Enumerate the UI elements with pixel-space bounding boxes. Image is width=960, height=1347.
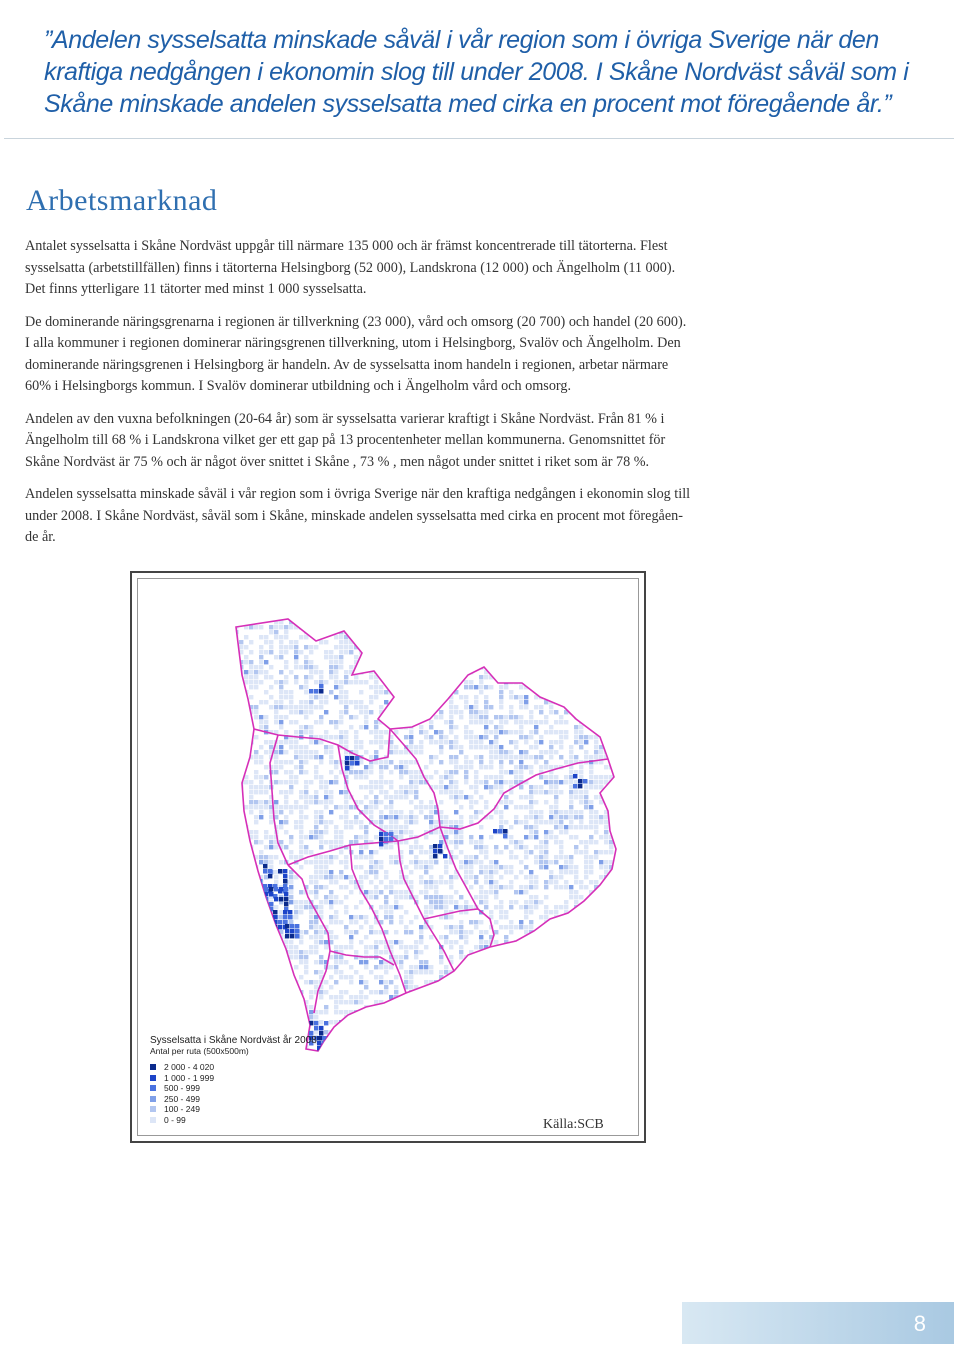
- text-line: Ängelholm till 68 % i Landskrona vilket ger ett gap på 13 procentenheter mellan kommunerna. Genomsnittet för: [25, 432, 666, 448]
- legend-item: [150, 1073, 317, 1084]
- legend-swatch: [150, 1064, 156, 1070]
- text-line: Antalet sysselsatta i Skåne Nordväst uppgår till närmare 135 000 och är främst koncentrerade till tätorterna. Flest: [25, 238, 668, 254]
- map-panel: [137, 578, 639, 1136]
- text-line: I alla kommuner i regionen dominerar näringsgrenen tillverkning, utom i Helsingborg, Svalöv och Ängelholm. Den: [25, 335, 681, 351]
- legend-item: [150, 1115, 317, 1126]
- legend-label: 2 000 - 4 020: [164, 1062, 215, 1073]
- page-number: 8: [913, 1311, 926, 1336]
- legend-item: [150, 1104, 317, 1115]
- legend-label: 250 - 499: [164, 1093, 200, 1104]
- legend-swatch: [150, 1075, 156, 1081]
- legend-swatch: [150, 1096, 156, 1102]
- paragraph: [25, 409, 825, 474]
- text-line: sysselsatta (arbetstillfällen) finns i tätorterna Helsingborg (52 000), Landskrona (12 000) och Ängelholm (11 000).: [25, 259, 676, 276]
- text-line: Andelen sysselsatta minskade såväl i vår region som i övriga Sverige när den kraftiga nedgången i ekonomin slog till: [25, 486, 691, 502]
- paragraph: [25, 312, 825, 398]
- text-line: Andelen av den vuxna befolkningen (20-64 år) som är sysselsatta varierar kraftigt i Skåne Nordväst. Från 81 % i: [25, 410, 665, 427]
- legend-swatch: [150, 1085, 156, 1091]
- legend-label: 100 - 249: [164, 1104, 200, 1115]
- paragraph: [25, 236, 825, 301]
- quote-line: ”Andelen sysselsatta minskade såväl i vår region som i övriga Sverige när den: [44, 26, 879, 54]
- page-number-tab: [682, 1302, 954, 1344]
- pull-quote: [44, 24, 934, 120]
- text-line: Skåne Nordväst är 75 % och är något över snittet i Skåne , 73 % , men något under snittet i riket som är 78 %.: [25, 453, 650, 470]
- text-line: 60% i Helsingborgs kommun. I Svalöv dominerar utbildning och i Ängelholm vård och omsorg.: [25, 378, 572, 394]
- legend-label: 1 000 - 1 999: [164, 1072, 215, 1083]
- quote-line: kraftiga nedgången i ekonomin slog till under 2008. I Skåne Nordväst såväl som i: [44, 58, 909, 86]
- paragraph: [25, 484, 825, 549]
- text-line: De dominerande näringsgrenarna i regionen är tillverkning (23 000), vård och omsorg (20 700) och handel (20 600).: [25, 313, 687, 330]
- body-text: [25, 236, 825, 560]
- density-grid: [234, 615, 623, 1059]
- legend-subtitle: Antal per ruta (500x500m): [150, 1046, 249, 1056]
- employment-map-figure: [130, 571, 646, 1143]
- legend-label: 0 - 99: [164, 1114, 186, 1125]
- text-line: Det finns ytterligare 11 tätorter med minst 1 000 sysselsatta.: [25, 281, 367, 297]
- map-legend: [150, 1035, 317, 1125]
- divider: [4, 138, 954, 139]
- legend-swatch: [150, 1117, 156, 1123]
- map-source: Källa:SCB: [543, 1117, 604, 1132]
- legend-item: [150, 1062, 317, 1073]
- text-line: de år.: [25, 529, 56, 545]
- quote-line: Skåne minskade andelen sysselsatta med cirka en procent mot föregående år.”: [44, 90, 892, 118]
- legend-item: [150, 1083, 317, 1094]
- section-heading: Arbetsmarknad: [26, 184, 218, 217]
- text-line: under 2008. I Skåne Nordväst, såväl som i Skåne, minskade andelen sysselsatta med cirka en procent mot föregåen-: [25, 507, 683, 524]
- text-line: dominerande näringsgrenen i Helsingborg är handeln. Av de sysselsatta inom handeln i regionen, arbetar närmare: [25, 356, 669, 373]
- legend-item: [150, 1094, 317, 1105]
- legend-title: Sysselsatta i Skåne Nordväst år 2008: [150, 1035, 317, 1046]
- legend-label: 500 - 999: [164, 1083, 200, 1094]
- legend-swatch: [150, 1106, 156, 1112]
